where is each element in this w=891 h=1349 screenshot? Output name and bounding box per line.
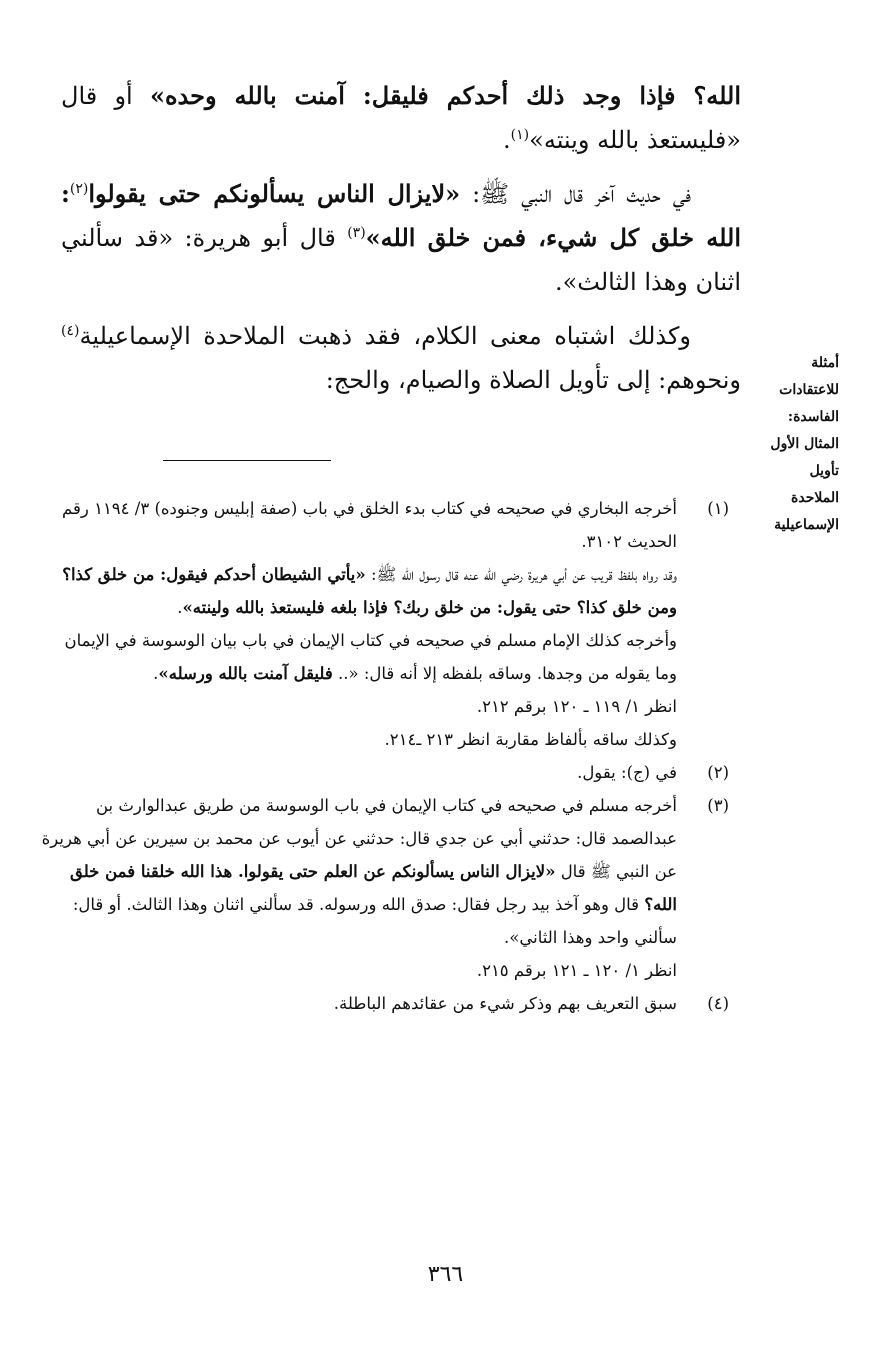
footnote-paragraph: انظر ١/ ١٢٠ ـ ١٢١ برقم ٢١٥. xyxy=(476,961,677,980)
margin-note-line: الإسماعيلية xyxy=(774,517,839,533)
footnote-ref: (٢) xyxy=(69,181,89,197)
text-run: وكذلك اشتباه معنى الكلام، فقد ذهبت الملاحدة الإسماعيلية xyxy=(79,322,691,350)
footnote-paragraph xyxy=(39,624,677,690)
footnote-2 xyxy=(39,756,729,789)
footnote-paragraph xyxy=(39,558,677,624)
text-run: ونحوهم: إلى تأويل الصلاة والصيام، والحج: xyxy=(325,366,741,394)
main-paragraph-3 xyxy=(61,314,741,402)
footnote-ref: (٤) xyxy=(61,323,80,339)
footnote-ref: (١) xyxy=(510,127,530,143)
main-text xyxy=(61,74,741,412)
margin-note-line: تأويل xyxy=(809,463,839,479)
text-run: في حديث آخر قال النبي ﷺ: xyxy=(460,180,692,208)
quote-text: الله؟ فإذا وجد ذلك أحدكم فليقل: آمنت بالله وحده» xyxy=(149,81,741,110)
margin-note-line: الملاحدة xyxy=(791,490,839,506)
footnote-3 xyxy=(39,789,729,987)
footnote-paragraph xyxy=(39,789,677,954)
quote-text: «يأتي الشيطان أحدكم فيقول: من خلق كذا؟ ومن خلق كذا؟ حتى يقول: من خلق ربك؟ فإذا بلغه فليستعذ بالله ولينته» xyxy=(62,565,677,617)
footnote-paragraph: سبق التعريف بهم وذكر شيء من عقائدهم الباطلة. xyxy=(333,994,677,1013)
text-run: قال أبو هريرة: «قد سألني اثنان وهذا الثالث». xyxy=(61,224,741,296)
margin-note-line: الفاسدة: xyxy=(787,409,839,425)
footnotes xyxy=(39,492,729,1020)
margin-note-line: المثال الأول xyxy=(770,436,839,452)
margin-note xyxy=(747,350,839,539)
quote-text: فليقل آمنت بالله ورسله» xyxy=(158,664,333,683)
text-run: . xyxy=(153,664,159,683)
margin-note-line: أمثلة xyxy=(811,355,839,371)
main-paragraph-2 xyxy=(61,172,741,304)
footnote-paragraph: وكذلك ساقه بألفاظ مقاربة انظر ٢١٣ ـ٢١٤. xyxy=(384,730,677,749)
footnote-ref: (٣) xyxy=(347,225,366,241)
text-run: أخرجه مسلم في صحيحه في كتاب الإيمان في باب الوسوسة من طريق عبدالوارث بن عبدالصمد قال: حدثني أبي عن جدي قال: حدثني عن أيوب عن محمد بن سيرين عن أبي هريرة عن النبي ﷺ قال xyxy=(41,796,677,881)
text-run: . xyxy=(177,598,183,617)
margin-note-line: للاعتقادات xyxy=(779,382,839,398)
footnote-1 xyxy=(39,492,729,756)
text-run: وأخرجه كذلك الإمام مسلم في صحيحه في كتاب الإيمان في باب بيان الوسوسة في الإيمان وما يقوله من وجدها. وساقه بلفظه إلا أنه قال: «.. xyxy=(64,631,677,683)
footnote-number: (٢) xyxy=(707,763,729,782)
main-paragraph-1 xyxy=(61,74,741,162)
footnote-paragraph: في (ج): يقول. xyxy=(577,763,677,782)
text-run: أو قال «فليستعذ بالله وينته» xyxy=(61,82,741,154)
footnote-4 xyxy=(39,987,729,1020)
text-run: قال وهو آخذ بيد رجل فقال: صدق الله ورسوله. قد سألني اثنان وهذا الثالث. أو قال: سألني واحد وهذا الثاني». xyxy=(72,895,677,947)
page-number: ٣٦٦ xyxy=(427,1262,464,1287)
quote-text: «لايزال الناس يسألونكم عن العلم حتى يقولوا. هذا الله خلقنا فمن خلق الله؟ xyxy=(69,862,677,914)
footnote-separator xyxy=(163,460,331,461)
quote-text: «لايزال الناس يسألونكم حتى يقولوا xyxy=(88,179,461,208)
footnote-number: (١) xyxy=(707,499,729,518)
footnote-paragraph: أخرجه البخاري في صحيحه في كتاب بدء الخلق في باب (صفة إبليس وجنوده) ٣/ ١١٩٤ رقم الحديث ٣١٠٢. xyxy=(61,499,677,551)
text-run: وقد رواه بلفظ قريب عن أبي هريرة رضي الله عنه قال رسول الله ﷺ: xyxy=(365,565,677,584)
quote-text: : الله خلق كل شيء، فمن خلق الله» xyxy=(61,179,741,252)
footnote-number: (٤) xyxy=(707,994,729,1013)
footnote-number: (٣) xyxy=(707,796,729,815)
footnote-paragraph: انظر ١/ ١١٩ ـ ١٢٠ برقم ٢١٢. xyxy=(476,697,677,716)
text-run: . xyxy=(503,126,511,154)
